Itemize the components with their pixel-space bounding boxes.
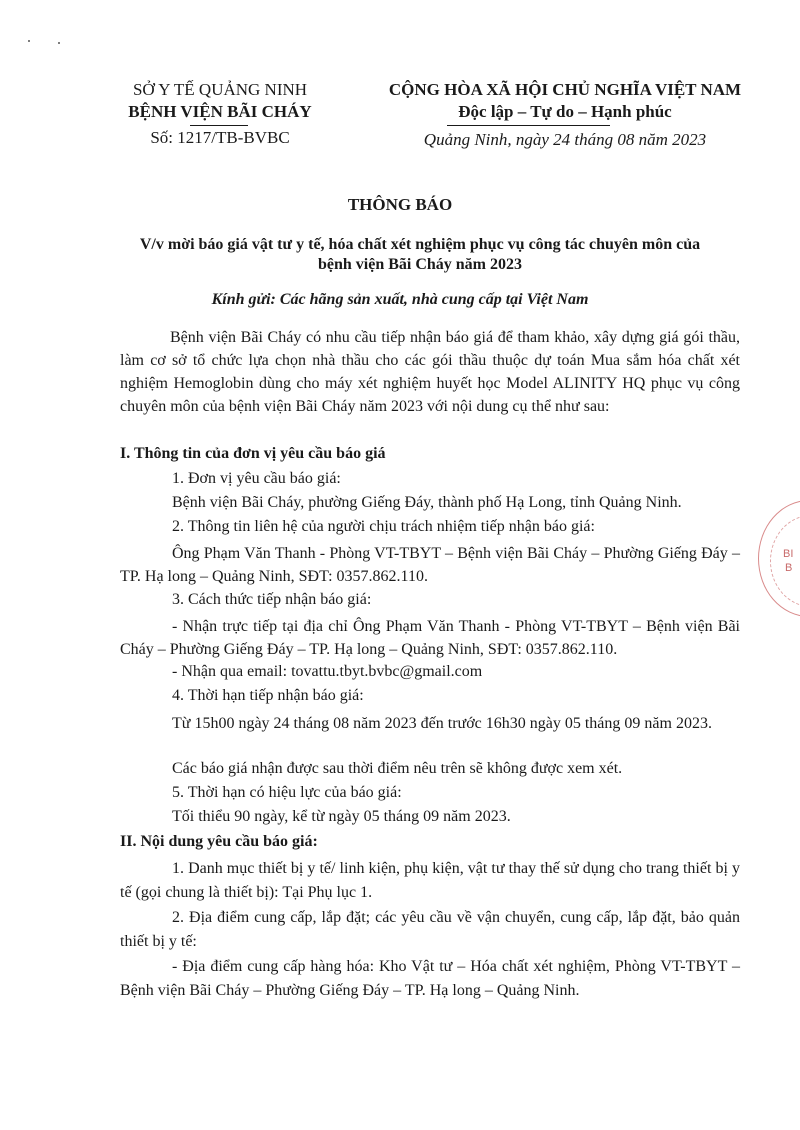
scan-speck [28,40,30,42]
section-1-heading: I. Thông tin của đơn vị yêu cầu báo giá [120,445,386,462]
s1-item3-label: 3. Cách thức tiếp nhận báo giá: [172,591,372,608]
hospital-underline [190,125,248,126]
place-date: Quảng Ninh, ngày 24 tháng 08 năm 2023 [423,130,707,149]
motto-underline [447,125,610,126]
s1-item1-text: Bệnh viện Bãi Cháy, phường Giếng Đáy, thành phố Hạ Long, tỉnh Quảng Ninh. [172,494,682,511]
subject-line-1: V/v mời báo giá vật tư y tế, hóa chất xét nghiệm phục vụ công tác chuyên môn của [139,236,701,253]
agency-name: SỞ Y TẾ QUẢNG NINH [132,80,308,99]
intro-paragraph: Bệnh viện Bãi Cháy có nhu cầu tiếp nhận báo giá để tham khảo, xây dựng giá gói thầu, làm cơ sở tổ chức lựa chọn nhà thầu cho các gói thầu thuộc dự toán Mua sắm hóa chất xét nghiệm Hemoglobin dùng cho máy xét nghiệm huyết học Model ALINITY HQ phục vụ công chuyên môn của bệnh viện Bãi Cháy năm 2023 với nội dung cụ thể như sau: [120,329,740,415]
hospital-name: BỆNH VIỆN BÃI CHÁY [128,102,312,121]
s1-item3-direct: - Nhận trực tiếp tại địa chỉ Ông Phạm Văn Thanh - Phòng VT-TBYT – Bệnh viện Bãi Cháy – Phường Giếng Đáy – TP. Hạ long – Quảng Ninh, SĐT: 0357.862.110. [120,618,740,658]
s1-item4-label: 4. Thời hạn tiếp nhận báo giá: [172,687,364,704]
seal-text-a: BI [783,548,794,560]
seal-text-b: B [785,562,793,574]
s1-item2-text: Ông Phạm Văn Thanh - Phòng VT-TBYT – Bệnh viện Bãi Cháy – Phường Giếng Đáy – TP. Hạ long – Quảng Ninh, SĐT: 0357.862.110. [120,545,740,585]
s1-item5-label: 5. Thời hạn có hiệu lực của báo giá: [172,784,402,801]
s1-item1-label: 1. Đơn vị yêu cầu báo giá: [172,470,341,487]
s1-item4-text: Từ 15h00 ngày 24 tháng 08 năm 2023 đến trước 16h30 ngày 05 tháng 09 năm 2023. [172,715,712,732]
scan-speck [58,42,60,44]
national-title: CỘNG HÒA XÃ HỘI CHỦ NGHĨA VIỆT NAM [388,80,742,99]
recipient: Kính gửi: Các hãng sản xuất, nhà cung cấp tại Việt Nam [211,291,589,308]
subject-line-2: bệnh viện Bãi Cháy năm 2023 [317,256,523,273]
s2-item2-location: - Địa điểm cung cấp hàng hóa: Kho Vật tư – Hóa chất xét nghiệm, Phòng VT-TBYT – Bệnh viện Bãi Cháy – Phường Giếng Đáy – TP. Hạ long – Quảng Ninh. [120,958,740,999]
section-2-heading: II. Nội dung yêu cầu báo giá: [120,833,318,850]
s2-item1-text: 1. Danh mục thiết bị y tế/ linh kiện, phụ kiện, vật tư thay thế sử dụng cho trang thiết bị y tế (gọi chung là thiết bị): Tại Phụ lục 1. [120,860,740,901]
national-motto: Độc lập – Tự do – Hạnh phúc [458,102,672,121]
s1-item2-label: 2. Thông tin liên hệ của người chịu trách nhiệm tiếp nhận báo giá: [172,518,595,535]
document-number: Số: 1217/TB-BVBC [150,128,290,147]
s1-item4-note: Các báo giá nhận được sau thời điểm nêu trên sẽ không được xem xét. [172,760,623,777]
s2-item2-text: 2. Địa điểm cung cấp, lắp đặt; các yêu cầu về vận chuyển, cung cấp, lắp đặt, bảo quản thiết bị y tế: [120,909,740,950]
document-title: THÔNG BÁO [347,195,453,214]
s1-item5-text: Tối thiểu 90 ngày, kể từ ngày 05 tháng 09 năm 2023. [172,808,511,825]
s1-item3-email: - Nhận qua email: tovattu.tbyt.bvbc@gmail.com [172,663,483,680]
